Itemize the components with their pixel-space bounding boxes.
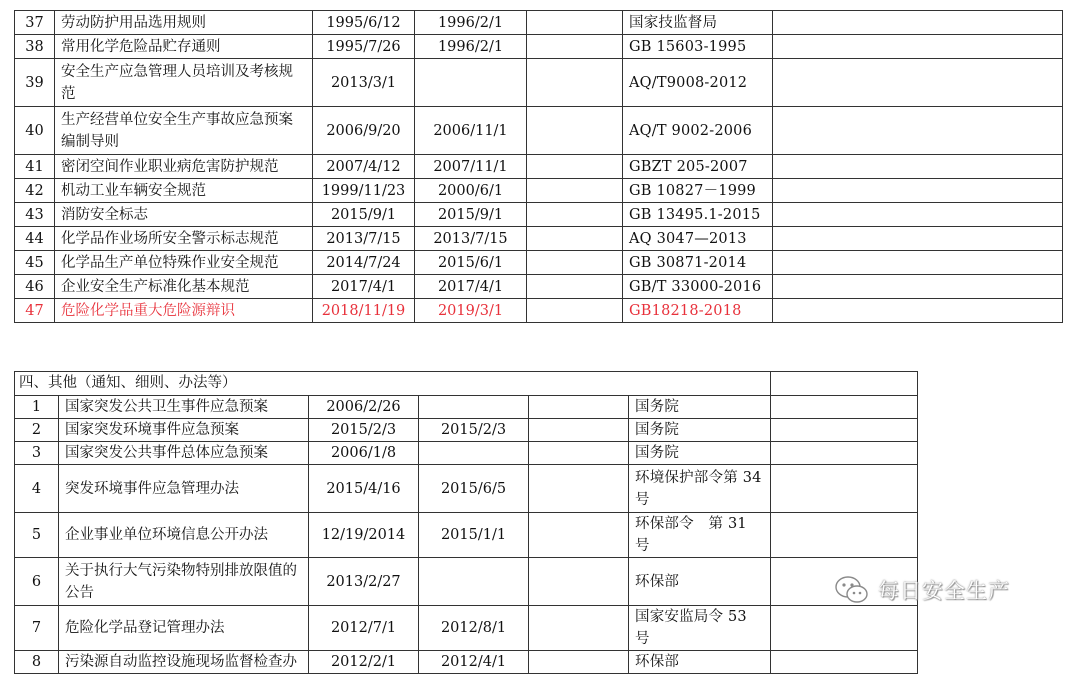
document-name: 国家突发公共卫生事件应急预案 [59, 396, 309, 419]
blank-cell [527, 299, 623, 323]
table-row [15, 419, 918, 442]
effective-date: 2012/4/1 [419, 651, 529, 674]
issue-date: 2012/7/1 [309, 606, 419, 651]
blank-cell [527, 11, 623, 35]
document-name: 机动工业车辆安全规范 [55, 179, 313, 203]
table-row [15, 558, 918, 606]
standard-code: GB 10827－1999 [623, 179, 773, 203]
effective-date: 2012/8/1 [419, 606, 529, 651]
row-number: 41 [15, 155, 55, 179]
standard-code: GB 13495.1-2015 [623, 203, 773, 227]
watermark [834, 575, 1010, 605]
issue-date: 2014/7/24 [313, 251, 415, 275]
issue-date: 2017/4/1 [313, 275, 415, 299]
standard-code: 国务院 [629, 419, 771, 442]
issue-date: 2015/9/1 [313, 203, 415, 227]
document-name: 国家突发公共事件总体应急预案 [59, 442, 309, 465]
note-cell [773, 203, 1063, 227]
row-number: 37 [15, 11, 55, 35]
row-number: 1 [15, 396, 59, 419]
row-number: 3 [15, 442, 59, 465]
row-number: 7 [15, 606, 59, 651]
table-row [15, 442, 918, 465]
blank-cell [529, 513, 629, 558]
standards-table-part3 [14, 10, 1063, 323]
issue-date: 2007/4/12 [313, 155, 415, 179]
document-name: 劳动防护用品选用规则 [55, 11, 313, 35]
document-name: 化学品生产单位特殊作业安全规范 [55, 251, 313, 275]
effective-date: 2007/11/1 [415, 155, 527, 179]
blank-cell [529, 396, 629, 419]
issue-date: 2015/2/3 [309, 419, 419, 442]
document-name: 安全生产应急管理人员培训及考核规范 [55, 59, 313, 107]
table-row [15, 227, 1063, 251]
standard-code: GB 15603-1995 [623, 35, 773, 59]
row-number: 2 [15, 419, 59, 442]
blank-cell [527, 179, 623, 203]
section-header-row [15, 372, 918, 396]
blank-cell [527, 107, 623, 155]
standard-code: GBZT 205-2007 [623, 155, 773, 179]
section-title: 四、其他（通知、细则、办法等） [15, 372, 771, 396]
document-name: 生产经营单位安全生产事故应急预案编制导则 [55, 107, 313, 155]
other-documents-table [14, 371, 918, 674]
standard-code: 国务院 [629, 442, 771, 465]
blank-cell [529, 606, 629, 651]
standard-code: 环保部 [629, 558, 771, 606]
row-number: 47 [15, 299, 55, 323]
issue-date: 12/19/2014 [309, 513, 419, 558]
effective-date: 2006/11/1 [415, 107, 527, 155]
note-cell [771, 513, 918, 558]
blank-cell [527, 227, 623, 251]
standard-code: 环境保护部令第 34 号 [629, 465, 771, 513]
effective-date: 2000/6/1 [415, 179, 527, 203]
effective-date: 2015/1/1 [419, 513, 529, 558]
document-name: 污染源自动监控设施现场监督检查办 [59, 651, 309, 674]
section-blank-cell [771, 372, 918, 396]
effective-date: 2015/9/1 [415, 203, 527, 227]
standard-code: GB 30871-2014 [623, 251, 773, 275]
row-number: 43 [15, 203, 55, 227]
row-number: 46 [15, 275, 55, 299]
row-number: 38 [15, 35, 55, 59]
row-number: 8 [15, 651, 59, 674]
blank-cell [527, 59, 623, 107]
standard-code: 环保部 [629, 651, 771, 674]
effective-date: 2015/2/3 [419, 419, 529, 442]
standard-code: 国务院 [629, 396, 771, 419]
blank-cell [527, 203, 623, 227]
issue-date: 2013/2/27 [309, 558, 419, 606]
note-cell [773, 227, 1063, 251]
note-cell [771, 442, 918, 465]
standard-code: 环保部令 第 31 号 [629, 513, 771, 558]
blank-cell [527, 35, 623, 59]
row-number: 5 [15, 513, 59, 558]
issue-date: 2006/9/20 [313, 107, 415, 155]
note-cell [771, 419, 918, 442]
blank-cell [527, 251, 623, 275]
document-name: 常用化学危险品贮存通则 [55, 35, 313, 59]
table-row [15, 275, 1063, 299]
effective-date [419, 396, 529, 419]
document-name: 危险化学品重大危险源辩识 [55, 299, 313, 323]
document-name: 突发环境事件应急管理办法 [59, 465, 309, 513]
document-name: 企业安全生产标准化基本规范 [55, 275, 313, 299]
table-row [15, 155, 1063, 179]
row-number: 45 [15, 251, 55, 275]
table-row [15, 651, 918, 674]
document-name: 危险化学品登记管理办法 [59, 606, 309, 651]
row-number: 42 [15, 179, 55, 203]
standard-code: AQ 3047—2013 [623, 227, 773, 251]
row-number: 44 [15, 227, 55, 251]
table-row [15, 606, 918, 651]
document-name: 密闭空间作业职业病危害防护规范 [55, 155, 313, 179]
effective-date: 1996/2/1 [415, 11, 527, 35]
effective-date: 1996/2/1 [415, 35, 527, 59]
document-name: 消防安全标志 [55, 203, 313, 227]
blank-cell [529, 558, 629, 606]
effective-date [419, 558, 529, 606]
note-cell [773, 275, 1063, 299]
issue-date: 1999/11/23 [313, 179, 415, 203]
effective-date: 2017/4/1 [415, 275, 527, 299]
note-cell [771, 606, 918, 651]
standard-code: AQ/T9008-2012 [623, 59, 773, 107]
note-cell [773, 35, 1063, 59]
row-number: 4 [15, 465, 59, 513]
document-name: 关于执行大气污染物特别排放限值的公告 [59, 558, 309, 606]
document-name: 企业事业单位环境信息公开办法 [59, 513, 309, 558]
standard-code: GB/T 33000-2016 [623, 275, 773, 299]
effective-date: 2015/6/1 [415, 251, 527, 275]
issue-date: 2013/7/15 [313, 227, 415, 251]
standard-code: AQ/T 9002-2006 [623, 107, 773, 155]
standard-code: 国家安监局令 53 号 [629, 606, 771, 651]
row-number: 39 [15, 59, 55, 107]
standard-code: 国家技监督局 [623, 11, 773, 35]
blank-cell [529, 465, 629, 513]
table-row [15, 465, 918, 513]
table-row [15, 107, 1063, 155]
row-number: 6 [15, 558, 59, 606]
effective-date: 2013/7/15 [415, 227, 527, 251]
blank-cell [529, 651, 629, 674]
note-cell [771, 465, 918, 513]
issue-date: 2013/3/1 [313, 59, 415, 107]
issue-date: 2012/2/1 [309, 651, 419, 674]
document-name: 化学品作业场所安全警示标志规范 [55, 227, 313, 251]
issue-date: 2018/11/19 [313, 299, 415, 323]
note-cell [773, 251, 1063, 275]
document-name: 国家突发环境事件应急预案 [59, 419, 309, 442]
note-cell [773, 107, 1063, 155]
note-cell [773, 155, 1063, 179]
table-row [15, 11, 1063, 35]
table-row [15, 203, 1063, 227]
note-cell [773, 299, 1063, 323]
note-cell [771, 651, 918, 674]
table-row [15, 299, 1063, 323]
watermark-text: 每日安全生产 [878, 579, 1010, 603]
blank-cell [529, 419, 629, 442]
issue-date: 1995/6/12 [313, 11, 415, 35]
blank-cell [529, 442, 629, 465]
row-number: 40 [15, 107, 55, 155]
table-row [15, 513, 918, 558]
table-row [15, 35, 1063, 59]
note-cell [773, 59, 1063, 107]
effective-date: 2019/3/1 [415, 299, 527, 323]
note-cell [773, 179, 1063, 203]
issue-date: 2006/2/26 [309, 396, 419, 419]
table-row [15, 179, 1063, 203]
effective-date: 2015/6/5 [419, 465, 529, 513]
issue-date: 2015/4/16 [309, 465, 419, 513]
standard-code: GB18218-2018 [623, 299, 773, 323]
note-cell [771, 396, 918, 419]
effective-date [415, 59, 527, 107]
blank-cell [527, 155, 623, 179]
effective-date [419, 442, 529, 465]
wechat-icon [834, 575, 870, 605]
issue-date: 1995/7/26 [313, 35, 415, 59]
issue-date: 2006/1/8 [309, 442, 419, 465]
table-row [15, 251, 1063, 275]
table-row [15, 396, 918, 419]
blank-cell [527, 275, 623, 299]
table-row [15, 59, 1063, 107]
note-cell [773, 11, 1063, 35]
